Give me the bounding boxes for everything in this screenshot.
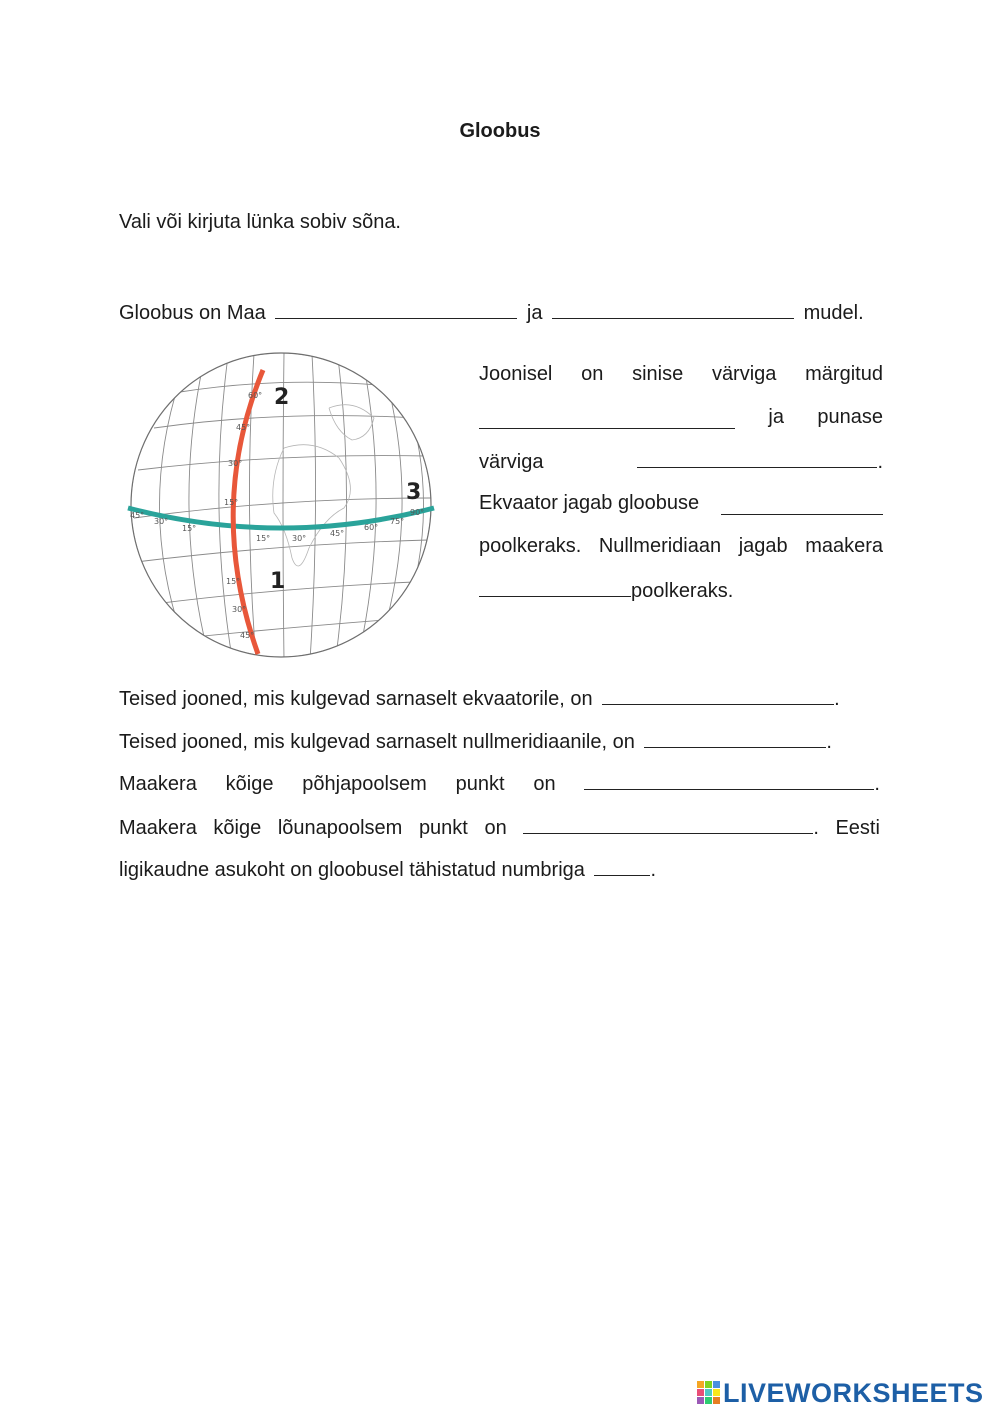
blank-meridians[interactable] [644, 729, 826, 748]
globe-marker-2: 2 [274, 385, 290, 410]
question-4-end: . [813, 817, 819, 839]
lon-label: 30° [154, 517, 169, 526]
rt-word: punase [817, 406, 883, 428]
lon-label: 45° [130, 511, 145, 520]
blank-blue-line[interactable] [479, 410, 735, 429]
page-title: Gloobus [459, 120, 541, 142]
blank-parallels[interactable] [602, 686, 834, 705]
lon-label: 15° [182, 524, 197, 533]
lat-label: 60° [248, 391, 263, 400]
rt-word: Nullmeridiaan [598, 535, 722, 557]
globe-marker-3: 3 [406, 480, 422, 505]
blank-north-point[interactable] [584, 771, 874, 790]
logo-icon [697, 1381, 721, 1405]
q-word: kõige [225, 773, 274, 795]
blank-south-point[interactable] [523, 815, 813, 834]
rt-word: märgitud [805, 363, 883, 385]
lon-label: 45° [330, 529, 345, 538]
lon-label: 30° [292, 534, 307, 543]
question-5-end: . [650, 859, 657, 881]
sentence-1-part-2: ja [526, 302, 543, 324]
rt-word: maakera [805, 535, 883, 557]
q-word: Eesti [835, 817, 880, 839]
lat-label: 45° [240, 631, 255, 640]
blank-1[interactable] [275, 300, 517, 319]
question-4 [119, 815, 880, 840]
q-word: Maakera [119, 817, 197, 839]
q-word: on [533, 773, 556, 795]
rt-word: sinise [632, 363, 684, 385]
lat-label: 30° [228, 459, 243, 468]
question-5-text: ligikaudne asukoht on gloobusel tähistatud numbriga [119, 859, 585, 881]
right-text-line-5 [479, 535, 883, 558]
blank-2[interactable] [552, 300, 794, 319]
lon-label: 75° [390, 517, 405, 526]
lat-label: 15° [226, 577, 241, 586]
blank-estonia-number[interactable] [594, 857, 650, 876]
lat-label: 45° [236, 423, 251, 432]
question-5 [119, 857, 656, 882]
rt-word: poolkeraks. [479, 535, 582, 557]
q-word: lõunapoolsem [277, 817, 403, 839]
rt-word: on [581, 363, 604, 385]
rt-period: . [877, 451, 883, 473]
q-word: kõige [213, 817, 262, 839]
question-1-text: Teised jooned, mis kulgevad sarnaselt ekvaatorile, on [119, 688, 593, 710]
right-text-line-1 [479, 363, 883, 386]
q-word: punkt [455, 773, 505, 795]
question-2-end: . [826, 731, 832, 753]
right-text-line-4 [479, 492, 883, 515]
blank-meridian-division[interactable] [479, 578, 631, 597]
question-3 [119, 771, 880, 796]
globe-marker-1: 1 [270, 569, 286, 594]
equator-line [128, 508, 434, 528]
sentence-1-part-3: mudel. [803, 302, 864, 324]
sentence-1 [119, 300, 864, 325]
logo-text: LIVEWORKSHEETS [723, 1377, 984, 1408]
rt-word: jagab [738, 535, 788, 557]
lat-label: 30° [232, 605, 247, 614]
rt-text: poolkeraks. [631, 580, 734, 602]
lon-label: 90° [410, 508, 425, 517]
question-3-end: . [874, 773, 880, 795]
blank-red-line[interactable] [637, 449, 877, 468]
liveworksheets-logo [697, 1378, 984, 1408]
q-word: punkt [418, 817, 468, 839]
rt-word: ja [768, 406, 784, 428]
lat-label: 15° [224, 498, 239, 507]
q-word: on [484, 817, 507, 839]
rt-text: Ekvaator jagab gloobuse [479, 492, 700, 514]
question-2-text: Teised jooned, mis kulgevad sarnaselt nullmeridiaanile, on [119, 731, 635, 753]
instruction: Vali või kirjuta lünka sobiv sõna. [119, 211, 401, 233]
rt-word: värviga [711, 363, 777, 385]
lon-label: 15° [256, 534, 271, 543]
rt-word: Joonisel [479, 363, 553, 385]
rt-word: värviga [479, 451, 544, 473]
right-text-line-2 [479, 406, 883, 429]
right-text-line-3 [479, 449, 883, 474]
question-2 [119, 729, 832, 754]
lon-label: 60° [364, 523, 379, 532]
question-1 [119, 686, 840, 711]
globe-illustration [124, 348, 438, 662]
right-text-line-6 [479, 578, 733, 603]
q-word: Maakera [119, 773, 197, 795]
sentence-1-part-1: Gloobus on Maa [119, 302, 266, 324]
q-word: põhjapoolsem [302, 773, 427, 795]
question-1-end: . [834, 688, 840, 710]
blank-equator-division[interactable] [721, 496, 883, 515]
